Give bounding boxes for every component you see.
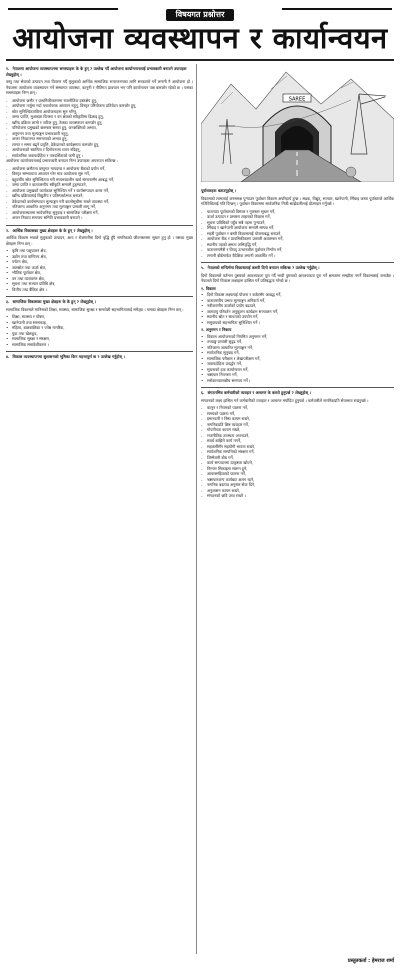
question-text: आर्थिक विकासका मुख्य क्षेत्रहरू के के हुन् ? लेख्नुहोस् । xyxy=(12,227,93,233)
answer-paragraph: आर्थिक विकास भन्नाले मुलुकको उत्पादन, आय र रोजगारीमा दिगो वृद्धि हुँदै नागरिकको जीवनस्तरमा सुधार हुनु हो । यसका मुख्य क्षेत्रहरू निम्न छन् : xyxy=(6,235,193,246)
list-item: - स्वार्थ बाझिने कार्य नगर्ने, xyxy=(201,438,394,444)
answer-paragraph: संगठनको लक्ष्य हासिल गर्न कर्मचारीको व्यवहार र आचरण मर्यादित हुनुपर्छ । कर्मचारीले नागरिकप्रति सेवाभाव राख्नुपर्छ । xyxy=(201,397,369,403)
list-item: - खरिद प्रक्रिया लामो र जटिल हुनु, ठेक्का व्यवस्थापन कमजोर हुनु, xyxy=(6,120,193,126)
list-item: • नवीकरणीय ऊर्जाको प्रयोग बढाउने, xyxy=(201,303,394,309)
page-title: आयोजना व्यवस्थापन र कार्यान्वयन xyxy=(12,21,388,55)
list-item: - भ्रष्टाचारजन्य कार्यबाट अलग रहने, xyxy=(201,477,394,483)
tunnel-drawing xyxy=(201,64,394,182)
list-item: - लगानी बोर्डमार्फत वैदेशिक लगानी आकर्षित गर्ने । xyxy=(201,253,394,259)
question-text: विकास व्यवस्थापनमा सुशासनको भूमिका किन महत्त्वपूर्ण छ ? उल्लेख गर्नुहोस् । xyxy=(12,354,125,359)
tunnel-illustration xyxy=(201,64,394,182)
monitoring-list xyxy=(201,334,394,384)
list-item: • वन तथा वातावरण क्षेत्र, xyxy=(6,276,193,282)
question-number: २. xyxy=(6,227,10,233)
question-number: ३. xyxy=(6,299,10,304)
sustainability-list xyxy=(201,292,394,325)
list-item: - कार्य सम्पादनमा उत्कृष्टता खोज्ने, xyxy=(201,460,394,466)
question-5-head: पूर्वाधारहरू बताउनुहोस् । xyxy=(201,188,237,193)
question-number: ४. xyxy=(6,354,10,359)
list-item: - सहरी पूर्वाधार र बस्ती विकासलाई योजनाबद्ध बनाउने, xyxy=(201,231,394,237)
list-item: - अन्तर निकायगत समन्वयको अभाव हुनु, xyxy=(6,136,193,142)
list-item: - जग्गा प्राप्ति र वातावरणीय स्वीकृति समयमै टुङ्ग्याउने, xyxy=(6,182,193,188)
question-text: नेपालमा आयोजना व्यवस्थापनमा समस्याहरू के के हुन् ? उल्लेख गर्दै आयोजना कार्यान्वयनलाई प्रभावकारी बनाउने उपायहरू लेख्नुहोस् । xyxy=(6,66,187,77)
section-tag: विषयगत प्रश्नोत्तर xyxy=(166,9,235,21)
list-item: - ऊर्जा उत्पादन र प्रसारण लाइनको विकास गर्ने, xyxy=(201,214,394,220)
list-item: • युवा तथा खेलकुद, xyxy=(6,331,193,337)
list-item: - कानुन र नियमको पालना गर्ने, xyxy=(201,405,394,411)
list-item: • जलस्रोत तथा ऊर्जा क्षेत्र, xyxy=(6,265,193,271)
list-item: - आयोजना छनौट र प्राथमिकीकरणमा राजनीतिक हस्तक्षेप हुनु, xyxy=(6,98,193,104)
list-item: - निरन्तर सिकाइमा संलग्न हुने, xyxy=(201,466,394,472)
list-item: - इमानदारी र निष्ठा कायम राख्ने, xyxy=(201,416,394,422)
problem-list xyxy=(6,98,193,159)
list-item: • वातावरणीय प्रभाव मूल्याङ्कन अनिवार्य गर्ने, xyxy=(201,298,394,304)
list-item: • कृषि तथा पशुपालन क्षेत्र, xyxy=(6,248,193,254)
list-item: • सार्वजनिक सुनुवाइ गर्ने, xyxy=(201,350,394,356)
list-item: - खरिद प्रक्रियालाई विद्युतीय र प्रतिस्पर्धात्मक बनाउने, xyxy=(6,193,193,199)
list-item: • सामाजिक परीक्षण र लेखापरीक्षण गर्ने, xyxy=(201,356,394,362)
list-item: • सामाजिक समावेशीकरण । xyxy=(6,342,193,348)
list-item: - समयको पालना गर्ने, xyxy=(201,411,394,417)
question-2 xyxy=(6,225,193,234)
list-item: - ठेकेदारको कार्यसम्पादन मूल्याङ्कन गरी कालोसूचीमा राख्ने व्यवस्था गर्ने, xyxy=(6,199,193,205)
answer-paragraph: वस्तु तथा सेवाको उत्पादन तथा वितरण गर्दै मुलुकको आर्थिक सामाजिक रूपान्तरणका लागि सरकारले गर्ने लगानी नै आयोजना हो । नेपालमा आयोजना व्यवस्थापन गर्ने संस्थागत व्यवस्था, कानुनी र नीतिगत प्रावधान भए पनि कार्यान्वयन पक्ष कमजोर रहेको छ । यसका समस्याहरू निम्न छन् : xyxy=(6,79,193,95)
list-item: - आयोजना बैंक र प्राथमिकीकरण प्रणाली अवलम्बन गर्ने, xyxy=(201,236,394,242)
list-item: - सहकर्मीसँग सहयोगी भावना राख्ने, xyxy=(201,444,394,450)
list-item: • तथ्याङ्क प्रणाली सुदृढ गर्ने, xyxy=(201,339,394,345)
question-6 xyxy=(201,262,394,271)
question-text: सामाजिक विकासका मुख्य क्षेत्रहरू के के हुन् ? लेख्नुहोस् । xyxy=(12,299,96,304)
social-sector-list xyxy=(6,314,193,347)
list-item: - अनुगमन तथा मूल्याङ्कन प्रभावकारी नहुनु, xyxy=(6,131,193,137)
list-item: • पर्यटन क्षेत्र, xyxy=(6,259,193,265)
answer-paragraph: विकासको लाभलाई जनसमक्ष पुऱ्याउन पूर्वाधार विकास अपरिहार्य हुन्छ । सडक, विद्युत्, सञ्चार, खानेपानी, सिँचाइ जस्ता पूर्वाधारले आर्थिक गतिविधिलाई गति दिन्छन् । पूर्वाधार विकासमा सार्वजनिक निजी साझेदारीलाई प्रोत्साहन गर्नुपर्छ । xyxy=(201,195,394,206)
list-item: • सूचनाको हक कार्यान्वयन गर्ने, xyxy=(201,367,394,373)
list-item: - आयोजना छनौटमा वस्तुगत मापदण्ड र आयोजना बैंकको प्रयोग गर्ने, xyxy=(6,166,193,172)
question-text: नेपालको सन्दिर्भमा विकासलाई कसरी दिगो बनाउन सकिन्छ ? उल्लेख गर्नुहोस् । xyxy=(207,265,320,270)
list-item: - सार्वजनिक सम्पत्तिको संरक्षण गर्ने, xyxy=(201,449,394,455)
question-4 xyxy=(6,351,193,360)
question-3 xyxy=(6,296,193,305)
subheading: २. अनुगमन र निकाय xyxy=(201,327,232,332)
list-item: - अनुशासन कायम राख्ने, xyxy=(201,488,394,494)
list-item: - वातावरणमैत्री र विपद् उत्थानशील पूर्वाधार निर्माण गर्ने, xyxy=(201,247,394,253)
list-item: - सिँचाइ र खानेपानी आयोजना समयमै सम्पन्न गर्ने, xyxy=(201,225,394,231)
tunnel-sign: SAREE xyxy=(288,96,306,103)
list-item: - राजनीतिक तटस्थता अपनाउने, xyxy=(201,433,394,439)
list-item: - अन्तर निकाय समन्वय समिति प्रभावकारी बनाउने । xyxy=(6,215,193,221)
subheading: १. विकास xyxy=(201,285,216,291)
list-item: - स्थानीय तहको क्षमता अभिवृद्धि गर्ने, xyxy=(201,242,394,248)
conduct-list xyxy=(201,405,394,499)
list-item: - आयोजनाको स्वामित्व र दिगोपनामा ध्यान नदिइनु, xyxy=(6,147,193,153)
list-item: • उद्योग तथा वाणिज्य क्षेत्र, xyxy=(6,254,193,260)
remedy-list xyxy=(6,166,193,221)
list-item: • भ्रष्टाचार नियन्त्रण गर्ने, xyxy=(201,372,394,378)
list-item: - यातायात पूर्वाधारको विस्तार र गुणस्तर सुधार गर्ने, xyxy=(201,209,394,215)
list-item: • जवाफदेहिता प्रवर्द्धन गर्ने, xyxy=(201,361,394,367)
list-item: • स्थानीय स्रोत र साधनको उपयोग गर्ने, xyxy=(201,314,394,320)
list-item: - स्रोत सुनिश्चितताबिना आयोजनाहरू सुरु गरिनु, xyxy=(6,109,193,115)
question-text: संगठनभित्र कर्मचारीको व्यवहार र आचरण के कस्तो हुनुपर्छ ? लेख्नुहोस् । xyxy=(207,390,311,395)
remedy-intro: आयोजना कार्यान्वयनलाई प्रभावकारी बनाउन निम्न उपायहरू अपनाउन सकिन्छ : xyxy=(6,158,118,163)
list-item: - जग्गा प्राप्ति, मुआब्जा वितरण र वन क्षेत्रको स्वीकृतिमा ढिलाइ हुनु, xyxy=(6,114,193,120)
list-item: - आयोजना तर्जुमा गर्दा यथार्थपरक अध्ययन नहुनु, विस्तृत परियोजना प्रतिवेदन कमजोर हुनु, xyxy=(6,103,193,109)
list-item: - जिम्मेवारी बोध गर्ने, xyxy=(201,455,394,461)
answer-paragraph: दिगो विकासले वर्तमान पुस्ताको आवश्यकता पूरा गर्दै भावी पुस्ताको आवश्यकता पूरा गर्ने क्षमतामा सम्झौता नगर्ने विकासलाई जनाउँछ । नेपालले दिगो विकास लक्ष्यहरू हासिल गर्ने प्रतिबद्धता गरेको छ । xyxy=(201,272,394,283)
question-number: ५. xyxy=(201,265,205,270)
list-item: - संगठनको छवि उच्च राख्ने । xyxy=(201,493,394,499)
tag-rule-left xyxy=(8,8,118,10)
question-1 xyxy=(6,66,193,77)
title-rule xyxy=(6,59,394,61)
section-tag-bar xyxy=(0,2,400,19)
right-column xyxy=(201,186,394,499)
list-item: - परियोजना प्रमुखको बारम्बार सरुवा हुनु, जनशक्तिको अभाव, xyxy=(6,125,193,131)
list-item: • सामाजिक सुरक्षा र संरक्षण, xyxy=(6,336,193,342)
list-item: • दिगो विकास लक्ष्यलाई योजना र बजेटसँग आबद्ध गर्ने, xyxy=(201,292,394,298)
list-item: • सूचना तथा सञ्चार प्रविधि क्षेत्र, xyxy=(6,281,193,287)
list-item: - विस्तृत सम्भाव्यता अध्ययन गरेर मात्र आयोजना सुरु गर्ने, xyxy=(6,171,193,177)
list-item: - लागत र समय बढ्ने प्रवृत्ति, ठेकेदारको कार्यक्षमता कमजोर हुनु, xyxy=(6,142,193,148)
infrastructure-list xyxy=(201,209,394,259)
list-item: • विकास आयोजनाको नियमित अनुगमन गर्ने, xyxy=(201,334,394,340)
list-item: - गोपनीयता कायम राख्ने, xyxy=(201,427,394,433)
answer-paragraph: सामाजिक विकासले मानिसको शिक्षा, स्वास्थ्य, सामाजिक सुरक्षा र समावेशी सहभागितालाई समेट्छ । यसका क्षेत्रहरू निम्न छन् : xyxy=(6,306,184,312)
list-item: • सरोकारवालाबीच समन्वय गर्ने । xyxy=(201,378,394,384)
list-item: • भौतिक पूर्वाधार क्षेत्र, xyxy=(6,270,193,276)
list-item: • खानेपानी तथा सरसफाइ, xyxy=(6,320,193,326)
column-divider xyxy=(196,64,197,954)
question-7 xyxy=(201,387,394,396)
list-item: - नागरिक बडापत्र अनुसार सेवा दिने, xyxy=(201,482,394,488)
list-item: • शिक्षा, स्वास्थ्य र पोषण, xyxy=(6,314,193,320)
list-item: • वित्तीय तथा बैंकिङ क्षेत्र । xyxy=(6,287,193,293)
tag-rule-right xyxy=(282,8,392,10)
economic-sector-list xyxy=(6,248,193,292)
list-item: - बहुवर्षीय स्रोत सुनिश्चितता गरी मध्यमकालीन खर्च संरचनासँग आबद्ध गर्ने, xyxy=(6,177,193,183)
question-number: ६. xyxy=(201,390,205,395)
list-item: - आयोजना प्रमुखको कार्यकाल सुनिश्चित गर्ने र कार्यसम्पादन करार गर्ने, xyxy=(6,188,193,194)
list-item: • नतिजामा आधारित मूल्याङ्कन गर्ने, xyxy=(201,345,394,351)
list-item: - नागरिकप्रति शिष्ट व्यवहार गर्ने, xyxy=(201,422,394,428)
list-item: - आयोजनास्थलमा सार्वजनिक सुनुवाइ र सामाजिक परीक्षण गर्ने, xyxy=(6,210,193,216)
list-item: - आचारसंहिताको पालना गर्ने, xyxy=(201,471,394,477)
list-item: • समुदायको सहभागिता सुनिश्चित गर्ने । xyxy=(201,320,394,326)
list-item: - नतिजामा आधारित अनुगमन तथा मूल्याङ्कन प्रणाली लागू गर्ने, xyxy=(6,204,193,210)
list-item: - सूचना प्रविधिको पहुँच सबै तहमा पुऱ्याउने, xyxy=(201,220,394,226)
list-item: • महिला, बालबालिका र ज्येष्ठ नागरिक, xyxy=(6,325,193,331)
list-item: • जलवायु परिवर्तन अनुकूलन कार्यक्रम सञ्चालन गर्ने, xyxy=(201,309,394,315)
author-credit: प्रस्तुतकर्ता : हेमराज शर्मा xyxy=(347,958,394,964)
left-column xyxy=(6,64,193,362)
question-number: १. xyxy=(6,66,10,71)
list-item: - सार्वजनिक जवाफदेहिता र पारदर्शिताको कमी हुनु । xyxy=(6,153,193,159)
